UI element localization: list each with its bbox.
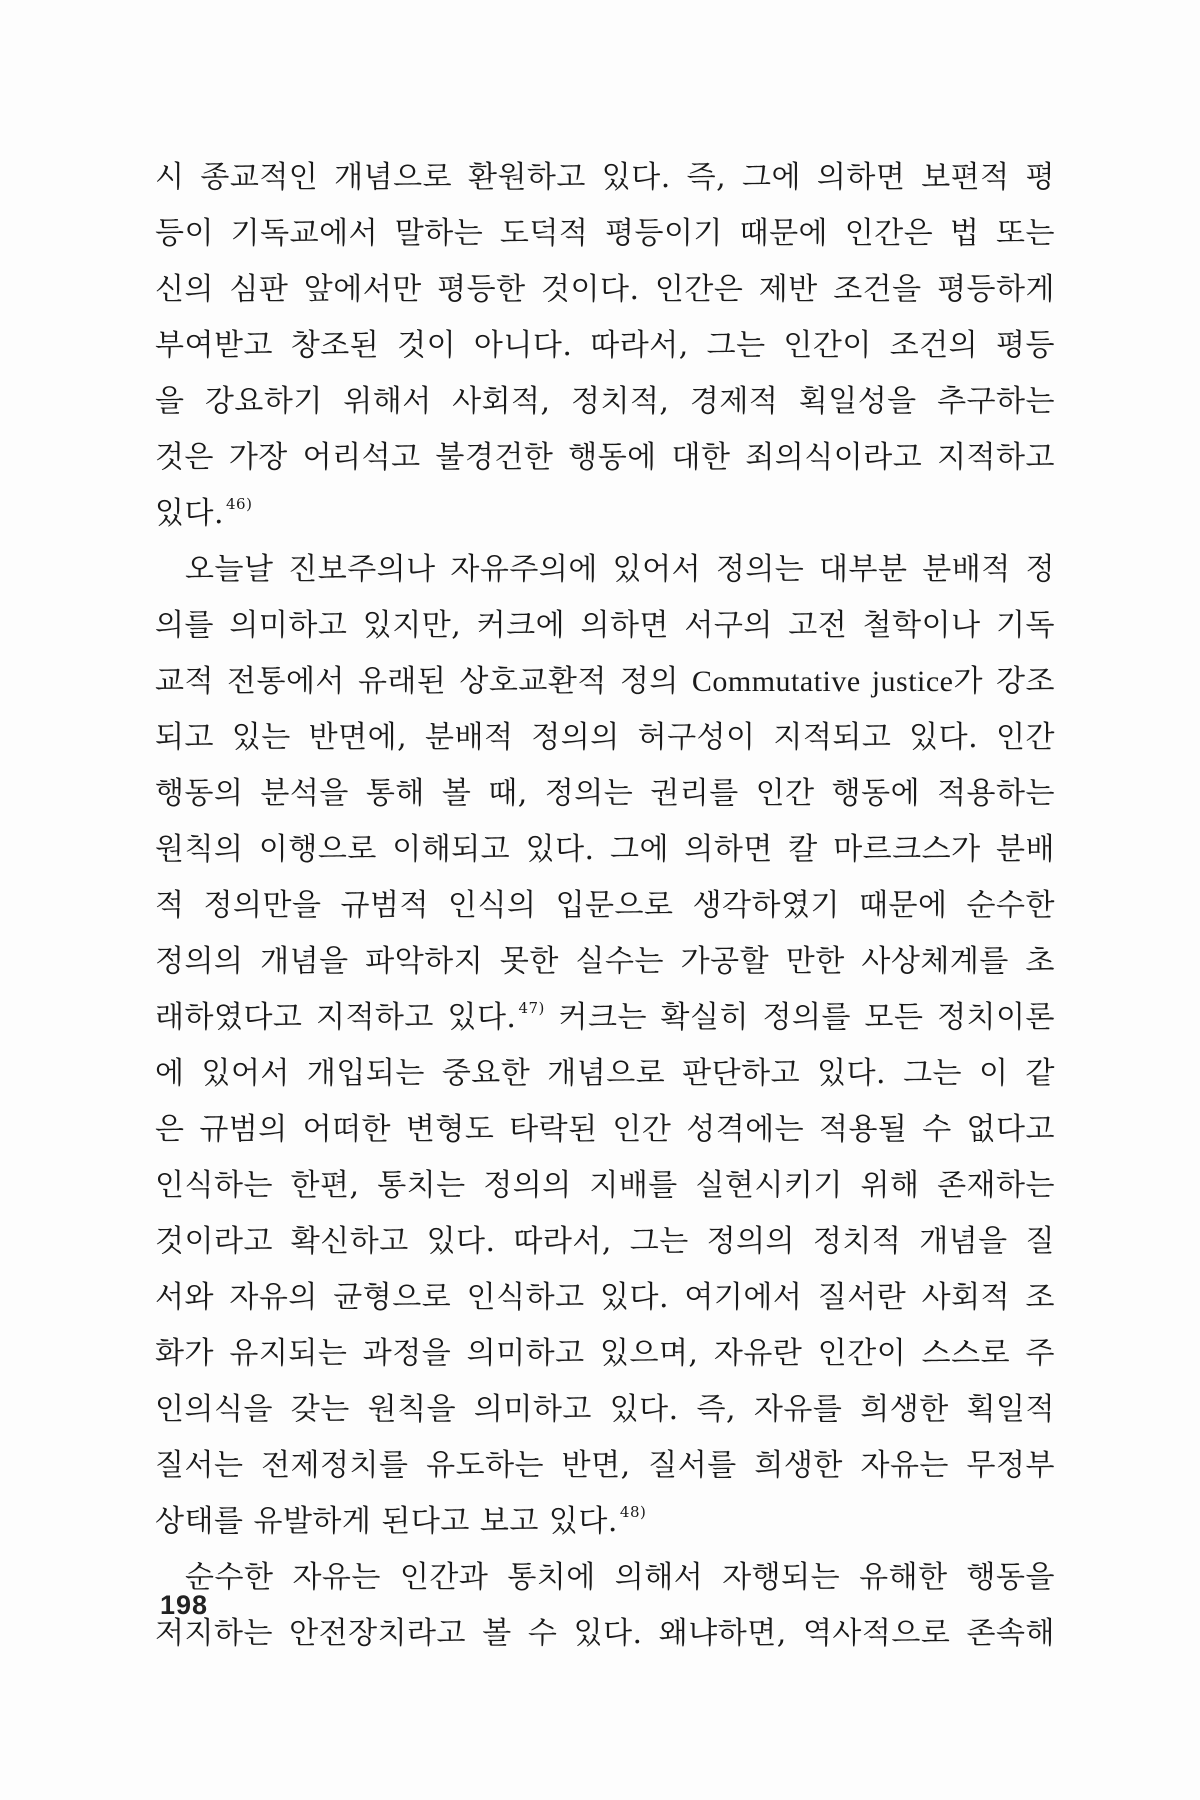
text-segment: 래하였다고 지적하고 있다.: [155, 1000, 517, 1035]
text-segment: 교적 전통에서 유래된 상호교환적 정의: [155, 664, 692, 699]
text-line: [155, 374, 1055, 430]
text-segment: 저지하는 안전장치라고 볼 수 있다. 왜냐하면, 역사적으로 존속해: [155, 1616, 1055, 1651]
footnote-marker: 48): [619, 1503, 647, 1521]
text-segment: 행동의 분석을 통해 볼 때, 정의는 권리를 인간 행동에 적용하는: [155, 776, 1055, 811]
text-segment: 가 강조: [953, 664, 1055, 699]
text-line: [155, 822, 1055, 878]
text-segment: 오늘날 진보주의나 자유주의에 있어서 정의는 대부분 분배적 정: [185, 552, 1055, 587]
text-line: [155, 1326, 1055, 1382]
text-segment: 순수한 자유는 인간과 통치에 의해서 자행되는 유해한 행동을: [185, 1560, 1055, 1595]
text-line: [155, 766, 1055, 822]
text-segment: 을 강요하기 위해서 사회적, 정치적, 경제적 획일성을 추구하는: [155, 384, 1055, 419]
paragraph: [155, 1550, 1055, 1662]
text-segment: 에 있어서 개입되는 중요한 개념으로 판단하고 있다. 그는 이 같: [155, 1056, 1055, 1091]
text-line: [155, 206, 1055, 262]
text-line: [155, 150, 1055, 206]
text-segment: 있다.: [155, 496, 224, 531]
text-segment: 서와 자유의 균형으로 인식하고 있다. 여기에서 질서란 사회적 조: [155, 1280, 1055, 1315]
text-segment: 되고 있는 반면에, 분배적 정의의 허구성이 지적되고 있다. 인간: [155, 720, 1055, 755]
text-line: [155, 1102, 1055, 1158]
text-line: [155, 1158, 1055, 1214]
text-line: [155, 598, 1055, 654]
text-segment: 커크는 확실히 정의를 모든 정치이론: [544, 1000, 1055, 1035]
text-line: [155, 1214, 1055, 1270]
text-segment: 의를 의미하고 있지만, 커크에 의하면 서구의 고전 철학이나 기독: [155, 608, 1055, 643]
body-text: [155, 150, 1055, 1662]
text-line: [155, 934, 1055, 990]
text-segment: 신의 심판 앞에서만 평등한 것이다. 인간은 제반 조건을 평등하게: [155, 272, 1055, 307]
text-line: [155, 1438, 1055, 1494]
text-segment: 인의식을 갖는 원칙을 의미하고 있다. 즉, 자유를 희생한 획일적: [155, 1392, 1055, 1427]
text-segment: 것은 가장 어리석고 불경건한 행동에 대한 죄의식이라고 지적하고: [155, 440, 1055, 475]
text-line: [155, 318, 1055, 374]
text-segment: 인식하는 한편, 통치는 정의의 지배를 실현시키기 위해 존재하는: [155, 1168, 1055, 1203]
text-segment: 은 규범의 어떠한 변형도 타락된 인간 성격에는 적용될 수 없다고: [155, 1112, 1055, 1147]
text-segment: 시 종교적인 개념으로 환원하고 있다. 즉, 그에 의하면 보편적 평: [155, 160, 1055, 195]
text-line: [155, 710, 1055, 766]
text-line: [155, 542, 1055, 598]
page-number: 198: [160, 1590, 209, 1620]
text-line: [155, 486, 1055, 542]
footnote-marker: 47): [518, 999, 545, 1017]
text-line: [155, 990, 1055, 1046]
text-line: [155, 1494, 1055, 1550]
text-line: [155, 1270, 1055, 1326]
text-segment: 적 정의만을 규범적 인식의 입문으로 생각하였기 때문에 순수한: [155, 888, 1055, 923]
text-line: [155, 1550, 1055, 1606]
text-segment: 원칙의 이행으로 이해되고 있다. 그에 의하면 칼 마르크스가 분배: [155, 832, 1055, 867]
text-line: [155, 1046, 1055, 1102]
latin-term: Commutative justice: [691, 665, 954, 698]
paragraph: [155, 542, 1055, 1550]
text-segment: 부여받고 창조된 것이 아니다. 따라서, 그는 인간이 조건의 평등: [155, 328, 1055, 363]
text-line: [155, 430, 1055, 486]
paragraph: [155, 150, 1055, 542]
text-segment: 질서는 전제정치를 유도하는 반면, 질서를 희생한 자유는 무정부: [155, 1448, 1055, 1483]
text-segment: 등이 기독교에서 말하는 도덕적 평등이기 때문에 인간은 법 또는: [155, 216, 1055, 251]
text-line: [155, 1606, 1055, 1662]
text-segment: 화가 유지되는 과정을 의미하고 있으며, 자유란 인간이 스스로 주: [155, 1336, 1055, 1371]
text-segment: 것이라고 확신하고 있다. 따라서, 그는 정의의 정치적 개념을 질: [155, 1224, 1055, 1259]
footnote-marker: 46): [226, 495, 253, 513]
text-line: [155, 878, 1055, 934]
text-segment: 상태를 유발하게 된다고 보고 있다.: [155, 1504, 618, 1539]
text-line: [155, 1382, 1055, 1438]
text-segment: 정의의 개념을 파악하지 못한 실수는 가공할 만한 사상체계를 초: [155, 944, 1055, 979]
text-line: [155, 654, 1055, 710]
text-line: [155, 262, 1055, 318]
